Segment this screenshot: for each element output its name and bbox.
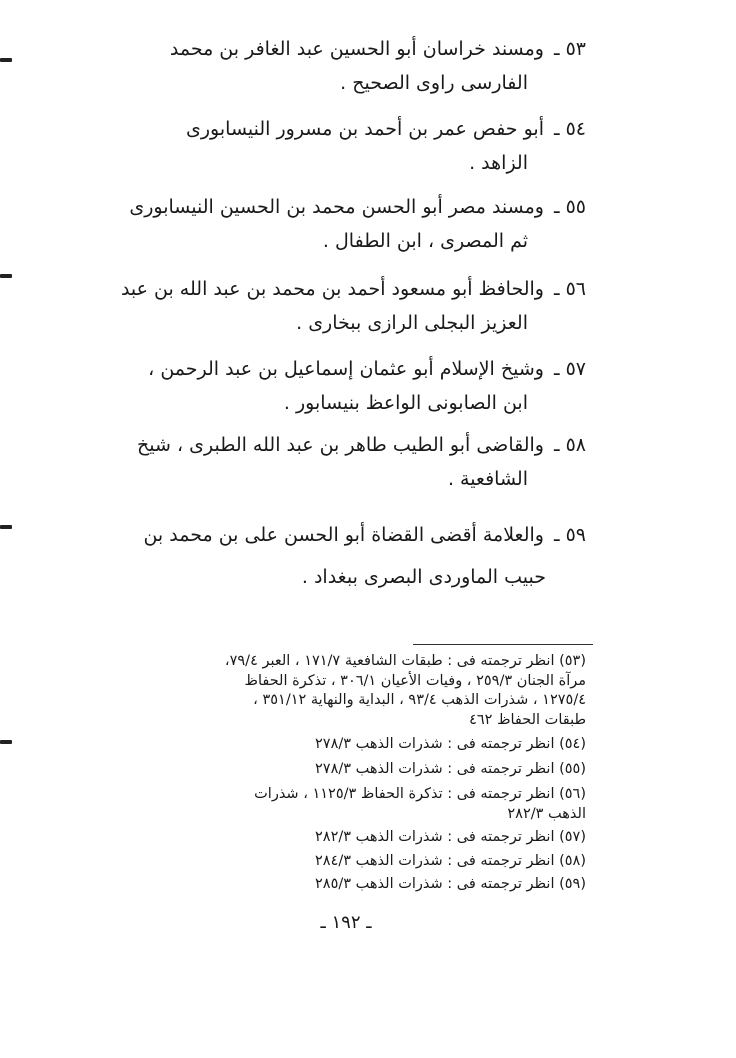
entry-number: ٥٥ ـ <box>553 196 586 218</box>
footnote-57 <box>116 828 586 848</box>
margin-mark <box>0 525 12 529</box>
footnote-line: (٥٣) انظر ترجمته فى : طبقات الشافعية ١٧١/٧ ، العبر ٧٩/٤، <box>224 653 586 669</box>
footnote-line: مرآة الجنان ٢٥٩/٣ ، وفيات الأعيان ٣٠٦/١ ، تذكرة الحفاظ <box>244 672 586 689</box>
footnote-line: ١٢٧٥/٤ ، شذرات الذهب ٩٣/٤ ، البداية والنهاية ٣٥١/١٢ ، <box>253 692 586 708</box>
entry-text-line2: الزاهد . <box>469 152 528 174</box>
footnote-line: (٥٩) انظر ترجمته فى : شذرات الذهب ٢٨٥/٣ <box>315 876 586 892</box>
entry-number: ٥٧ ـ <box>553 358 586 380</box>
footnote-58 <box>116 852 586 872</box>
footnote-53 <box>116 652 586 730</box>
footnote-55 <box>116 760 586 780</box>
margin-mark <box>0 274 12 278</box>
entry-55 <box>106 190 586 258</box>
margin-mark <box>0 740 12 744</box>
entry-number: ٥٣ ـ <box>553 38 586 60</box>
entry-53 <box>106 32 586 100</box>
entry-text-line1: ومسند خراسان أبو الحسين عبد الغافر بن محمد <box>169 38 544 60</box>
footnote-56 <box>116 785 586 824</box>
entry-number: ٥٤ ـ <box>553 118 586 140</box>
entry-59 <box>86 518 586 594</box>
entry-text-line2: حبيب الماوردى البصرى ببغداد . <box>301 566 546 588</box>
footnote-line: (٥٦) انظر ترجمته فى : تذكرة الحفاظ ١١٢٥/٣ ، شذرات <box>254 786 586 802</box>
footnote-line: الذهب ٢٨٢/٣ <box>507 805 586 822</box>
entry-text-line1: أبو حفص عمر بن أحمد بن مسرور النيسابورى <box>186 118 544 140</box>
footnote-line: (٥٤) انظر ترجمته فى : شذرات الذهب ٢٧٨/٣ <box>315 736 586 752</box>
footnote-59 <box>116 875 586 895</box>
entry-text-line1: والحافظ أبو مسعود أحمد بن محمد بن عبد الله بن عبد <box>120 278 544 300</box>
entry-58 <box>106 428 586 496</box>
entry-text-line2: الشافعية . <box>447 468 528 490</box>
footnote-line: (٥٨) انظر ترجمته فى : شذرات الذهب ٢٨٤/٣ <box>315 853 586 869</box>
entry-text-line2: ثم المصرى ، ابن الطفال . <box>322 230 528 252</box>
entry-text-line1: والقاضى أبو الطيب طاهر بن عبد الله الطبرى ، شيخ <box>137 434 544 456</box>
entry-number: ٥٦ ـ <box>553 278 586 300</box>
entry-text-line2: الفارسى راوى الصحيح . <box>340 72 528 94</box>
entry-text-line1: ومسند مصر أبو الحسن محمد بن الحسين النيسابورى <box>129 196 544 218</box>
footnote-line: (٥٥) انظر ترجمته فى : شذرات الذهب ٢٧٨/٣ <box>315 761 586 777</box>
margin-mark <box>0 58 12 62</box>
entry-57 <box>106 352 586 420</box>
entry-text-line2: ابن الصابونى الواعظ بنيسابور . <box>283 392 528 414</box>
entry-number: ٥٩ ـ <box>553 524 586 546</box>
entry-text-line1: والعلامة أقضى القضاة أبو الحسن على بن محمد بن <box>143 524 544 546</box>
entry-56 <box>106 272 586 340</box>
entry-54 <box>106 112 586 180</box>
page-number: ـ ١٩٢ ـ <box>320 912 372 933</box>
footnote-separator <box>413 644 593 645</box>
footnote-line: (٥٧) انظر ترجمته فى : شذرات الذهب ٢٨٢/٣ <box>315 829 586 845</box>
entry-number: ٥٨ ـ <box>553 434 586 456</box>
entry-text-line2: العزيز البجلى الرازى ببخارى . <box>296 312 528 334</box>
entry-text-line1: وشيخ الإسلام أبو عثمان إسماعيل بن عبد الرحمن ، <box>148 358 544 380</box>
footnote-line: طبقات الحفاظ ٤٦٢ <box>469 711 586 728</box>
footnote-54 <box>116 735 586 755</box>
